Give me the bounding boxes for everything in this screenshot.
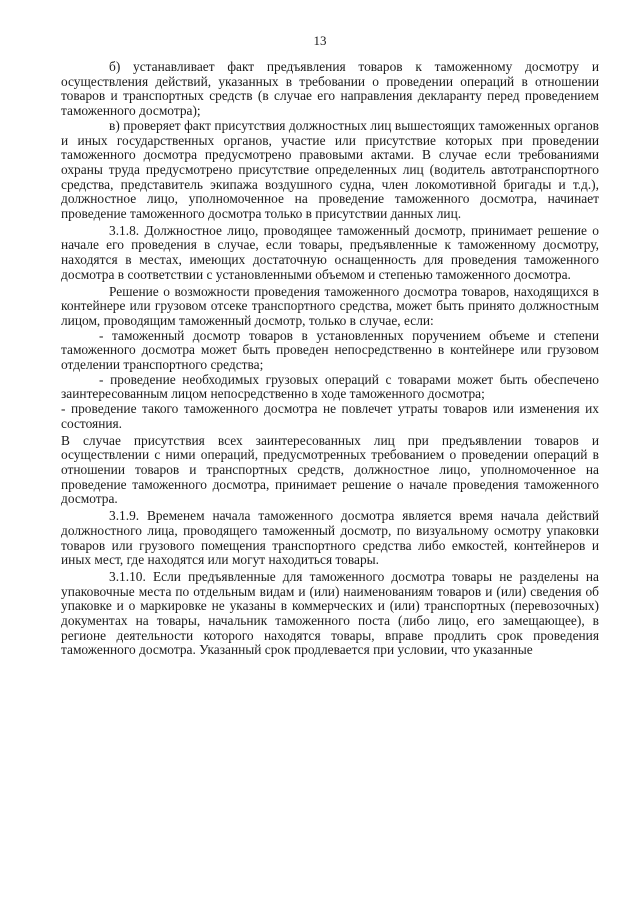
paragraph-decision: Решение о возможности проведения таможенного досмотра товаров, находящихся в контейнере или грузовом отсеке транспортного средства, может быть принято должностным лицом, проводящим таможенный досмотр, только в случае, если: <box>61 283 599 328</box>
paragraph-3-1-8: 3.1.8. Должностное лицо, проводящее таможенный досмотр, принимает решение о начале его проведения в случае, если товары, предъявленные к таможенному досмотру, находятся в местах, имеющих достаточную оснащенность для проведения таможенного досмотра в соответствии с установленными объемом и степенью таможенного досмотра. <box>61 222 599 282</box>
list-item-no-loss: - проведение такого таможенного досмотра не повлечет утраты товаров или изменения их состояния. <box>61 401 599 431</box>
list-item-inspection-scope: - таможенный досмотр товаров в установленных поручением объеме и степени таможенного досмотра может быть проведен непосредственно в контейнере или грузовом отделении транспортного средства; <box>61 327 599 373</box>
paragraph-3-1-9: 3.1.9. Временем начала таможенного досмотра является время начала действий должностного лица, проводящего таможенный досмотр, по визуальному осмотру упаковки товаров или грузового помещения транспортного средства либо емкостей, контейнеров и иных мест, где находятся или могут находиться товары. <box>61 508 599 568</box>
list-item-cargo-operations: - проведение необходимых грузовых операций с товарами может быть обеспечено заинтересованным лицом непосредственно в ходе таможенного досмотра; <box>61 371 599 402</box>
paragraph-all-parties-present: В случае присутствия всех заинтересованных лиц при предъявлении товаров и осуществлении с ними операций, предусмотренных требованием о проведении операций в отношении товаров и транспортных средств, должностное лицо, уполномоченное на проведение таможенного досмотра, принимает решение о начале проведения таможенного досмотра. <box>61 432 599 507</box>
paragraph-v: в) проверяет факт присутствия должностных лиц вышестоящих таможенных органов и иных государственных органов, участие или присутствие которых при проведении таможенного досмотра предусмотрено правовыми актами. В случае если требованиями охраны труда предусмотрено присутствие определенных лиц (водитель автотранспортного средства, представитель экипажа воздушного судна, член локомотивной бригады и т.д.), должностное лицо, уполномоченное на проведение таможенного досмотра, начинает проведение таможенного досмотра только в присутствии данных лиц. <box>61 117 599 222</box>
page-number: 13 <box>313 33 327 48</box>
document-body <box>61 60 599 658</box>
paragraph-b: б) устанавливает факт предъявления товаров к таможенному досмотру и осуществления действий, указанных в требовании о проведении операций в отношении товаров и транспортных средств (в случае его направления декларанту перед проведением таможенного досмотра); <box>61 59 599 119</box>
paragraph-3-1-10: 3.1.10. Если предъявленные для таможенного досмотра товары не разделены на упаковочные места по отдельным видам и (или) наименованиям товаров и (или) сведения об упаковке и о маркировке не указаны в коммерческих и (или) транспортных (перевозочных) документах на товары, начальник таможенного поста (либо лицо, его замещающее), в регионе деятельности которого находятся товары, вправе продлить срок проведения таможенного досмотра. Указанный срок продлевается при условии, что указанные <box>61 568 599 658</box>
